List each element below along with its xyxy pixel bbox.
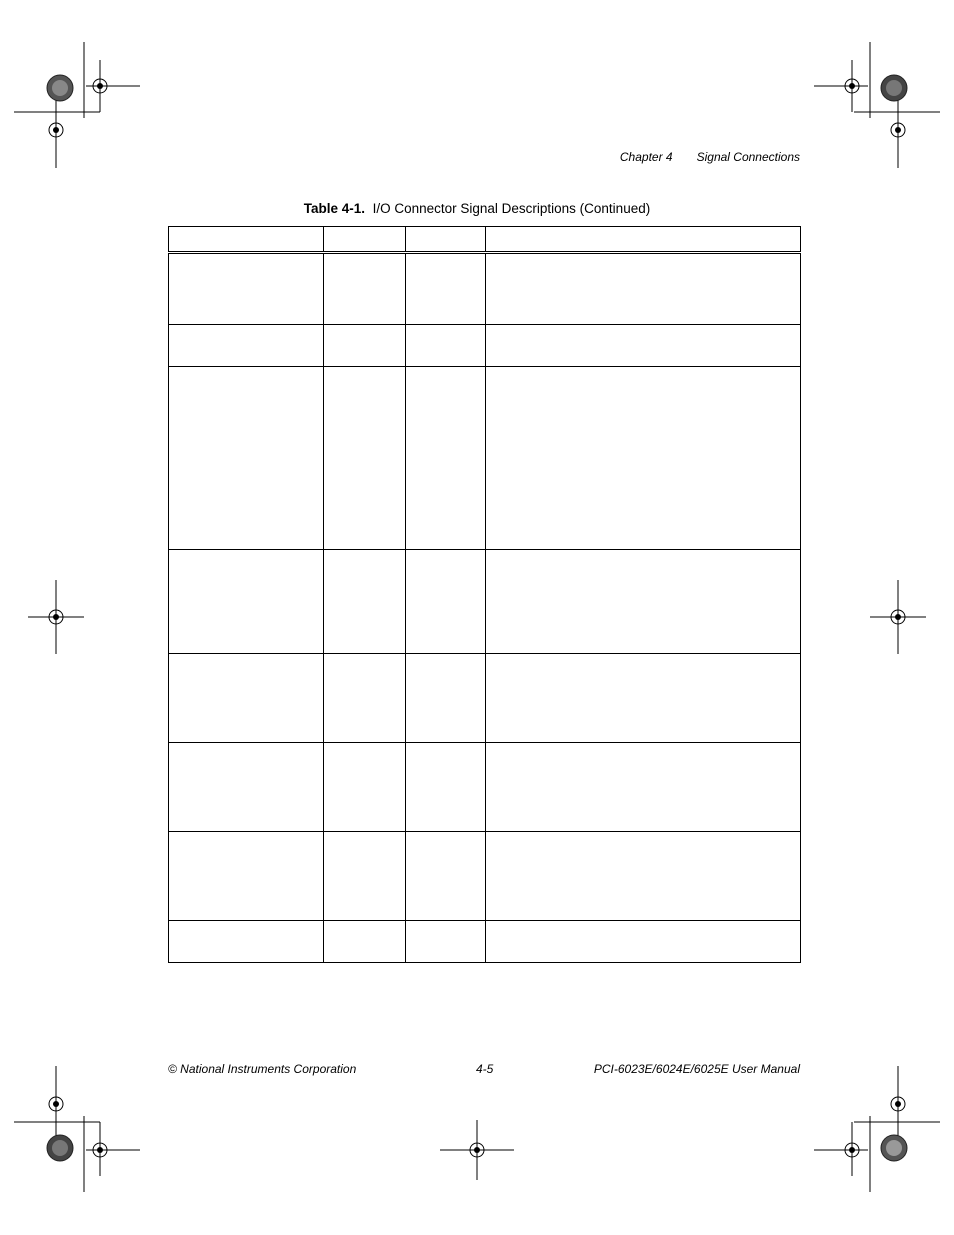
table-cell [324,227,406,253]
section-label: Signal Connections [696,150,800,164]
table-cell [324,743,406,832]
table-cell [169,367,324,550]
table-cell [169,253,324,325]
table-cell [406,227,486,253]
table-cell [169,654,324,743]
footer-copyright: © National Instruments Corporation [168,1062,357,1076]
table-cell [169,550,324,654]
table-row [169,325,801,367]
table-cell [324,253,406,325]
table-cell [486,743,801,832]
table-cell [406,550,486,654]
table-row [169,832,801,921]
table-cell [406,367,486,550]
table-caption [0,201,954,216]
table-cell [169,227,324,253]
table-cell [486,654,801,743]
table-cell [406,654,486,743]
table-cell [406,743,486,832]
table-cell [406,325,486,367]
footer-manual-title: PCI-6023E/6024E/6025E User Manual [593,1062,800,1076]
table-row [169,743,801,832]
chapter-label: Chapter 4 [619,150,673,164]
table-cell [169,921,324,963]
table-cell [324,654,406,743]
table-row [169,367,801,550]
table-cell [169,832,324,921]
table-cell [406,832,486,921]
table-cell [486,253,801,325]
table-cell [169,325,324,367]
table-cell [406,253,486,325]
table-row [169,654,801,743]
table-caption-text: I/O Connector Signal Descriptions (Continued) [372,201,651,216]
table-row [169,921,801,963]
table-cell [486,367,801,550]
table-cell [486,550,801,654]
table-cell [324,367,406,550]
running-header [620,150,800,164]
table-row [169,550,801,654]
signal-table [168,226,801,963]
table-cell [324,921,406,963]
table-cell [486,325,801,367]
table-cell [486,921,801,963]
table-caption-label: Table 4-1. [303,201,366,216]
table-cell [324,550,406,654]
footer-page-number: 4-5 [476,1062,494,1076]
table-cell [486,832,801,921]
table-cell [169,743,324,832]
table-cell [406,921,486,963]
table-cell [324,325,406,367]
table-cell [324,832,406,921]
table-row [169,253,801,325]
table-cell [486,227,801,253]
table-header-row [169,227,801,253]
